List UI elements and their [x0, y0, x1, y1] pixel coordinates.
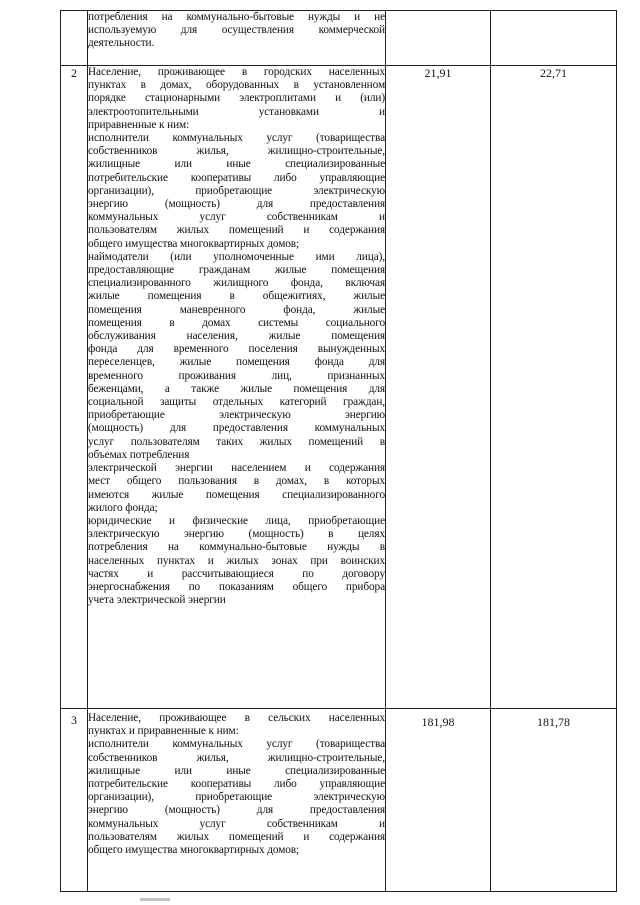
description-line: объемах потребления — [88, 448, 190, 461]
scan-mark — [140, 898, 170, 901]
table-row — [61, 11, 617, 66]
description-line: энергоснабжения по показаниям общего прибора — [88, 580, 385, 593]
table-row — [61, 709, 617, 892]
description-line: пунктах и приравненные к ним: — [88, 725, 239, 738]
description-line: деятельности. — [88, 37, 155, 50]
description-line: организации), приобретающие электрическую — [88, 184, 385, 197]
description-line: жилые помещения в общежитиях, жилые — [88, 290, 385, 303]
description-line: учета электрической энергии — [88, 594, 226, 607]
row-description — [88, 709, 386, 892]
description-line: социальной защиты отдельных категорий граждан, — [88, 396, 385, 409]
row-number: 3 — [61, 709, 88, 892]
description-line: потребления на коммунально-бытовые нужды в — [88, 541, 385, 554]
description-line: организации), приобретающие электрическую — [88, 791, 385, 804]
description-line: электроотопительными установками и — [88, 105, 385, 118]
document-page — [60, 10, 616, 905]
description-line: помещения в домах системы социального — [88, 316, 385, 329]
tariff-value-2 — [491, 11, 617, 66]
description-line: жилого фонда; — [88, 501, 158, 514]
description-line: потребления на коммунально-бытовые нужды и не — [88, 11, 385, 23]
description-line: Население, проживающее в сельских населенных — [88, 712, 385, 724]
description-line: порядке стационарными электроплитами и (или) — [88, 92, 385, 105]
tariff-table — [60, 10, 617, 892]
description-line: пунктах в домах, оборудованных в установленном — [88, 79, 385, 92]
description-line: исполнители коммунальных услуг (товарищества — [88, 132, 385, 145]
description-line: фонда для временного поселения вынужденных — [88, 343, 385, 356]
description-line: специализированного жилищного фонда, включая — [88, 277, 385, 290]
row-description — [88, 66, 386, 709]
table-row — [61, 66, 617, 709]
description-line: используемую для осуществления коммерческой — [88, 24, 385, 37]
description-line: пользователям жилых помещений и содержания — [88, 830, 385, 843]
description-line: мест общего пользования в домах, в которых — [88, 475, 385, 488]
description-line: переселенцев, жилые помещения фонда для — [88, 356, 385, 369]
description-line: юридические и физические лица, приобретающие — [88, 514, 385, 527]
description-line: исполнители коммунальных услуг (товарищества — [88, 738, 385, 751]
row-number: 2 — [61, 66, 88, 709]
description-line: обслуживания населения, жилые помещения — [88, 330, 385, 343]
description-line: приобретающие электрическую энергию — [88, 409, 385, 422]
description-line: частях и рассчитывающиеся по договору — [88, 567, 385, 580]
tariff-value-1 — [386, 11, 491, 66]
description-line: общего имущества многоквартирных домов; — [88, 844, 300, 857]
tariff-value-2: 181,78 — [491, 709, 617, 892]
description-line: имеются жилые помещения специализированного — [88, 488, 385, 501]
description-line: Население, проживающее в городских населенных — [88, 66, 385, 78]
row-number — [61, 11, 88, 66]
description-line: потребительские кооперативы либо управляющие — [88, 171, 385, 184]
description-line: пользователям жилых помещений и содержания — [88, 224, 385, 237]
description-line: услуг пользователям таких жилых помещений в — [88, 435, 385, 448]
description-line: населенных пунктах и жилых зонах при воинских — [88, 554, 385, 567]
description-line: собственников жилья, жилищно-строительные, — [88, 145, 385, 158]
description-line: коммунальных услуг собственникам и — [88, 817, 385, 830]
description-line: собственников жилья, жилищно-строительные, — [88, 751, 385, 764]
description-line: энергию (мощность) для предоставления — [88, 198, 385, 211]
description-line: коммунальных услуг собственникам и — [88, 211, 385, 224]
description-line: электрической энергии населением и содержания — [88, 462, 385, 475]
description-line: энергию (мощность) для предоставления — [88, 804, 385, 817]
description-line: потребительские кооперативы либо управляющие — [88, 778, 385, 791]
description-line: (мощность) для предоставления коммунальных — [88, 422, 385, 435]
description-line: электрическую энергию (мощность) в целях — [88, 528, 385, 541]
row-description — [88, 11, 386, 66]
tariff-value-1: 21,91 — [386, 66, 491, 709]
description-line: жилищные или иные специализированные — [88, 158, 385, 171]
description-line: приравненные к ним: — [88, 118, 190, 131]
description-line: наймодатели (или уполномоченные ими лица), — [88, 250, 385, 263]
description-line: общего имущества многоквартирных домов; — [88, 237, 300, 250]
description-line: беженцами, а также жилые помещения для — [88, 382, 385, 395]
description-line: предоставляющие гражданам жилые помещения — [88, 264, 385, 277]
description-line: временного проживания лиц, признанных — [88, 369, 385, 382]
description-line: помещения маневренного фонда, жилые — [88, 303, 385, 316]
tariff-value-1: 181,98 — [386, 709, 491, 892]
tariff-value-2: 22,71 — [491, 66, 617, 709]
description-line: жилищные или иные специализированные — [88, 764, 385, 777]
